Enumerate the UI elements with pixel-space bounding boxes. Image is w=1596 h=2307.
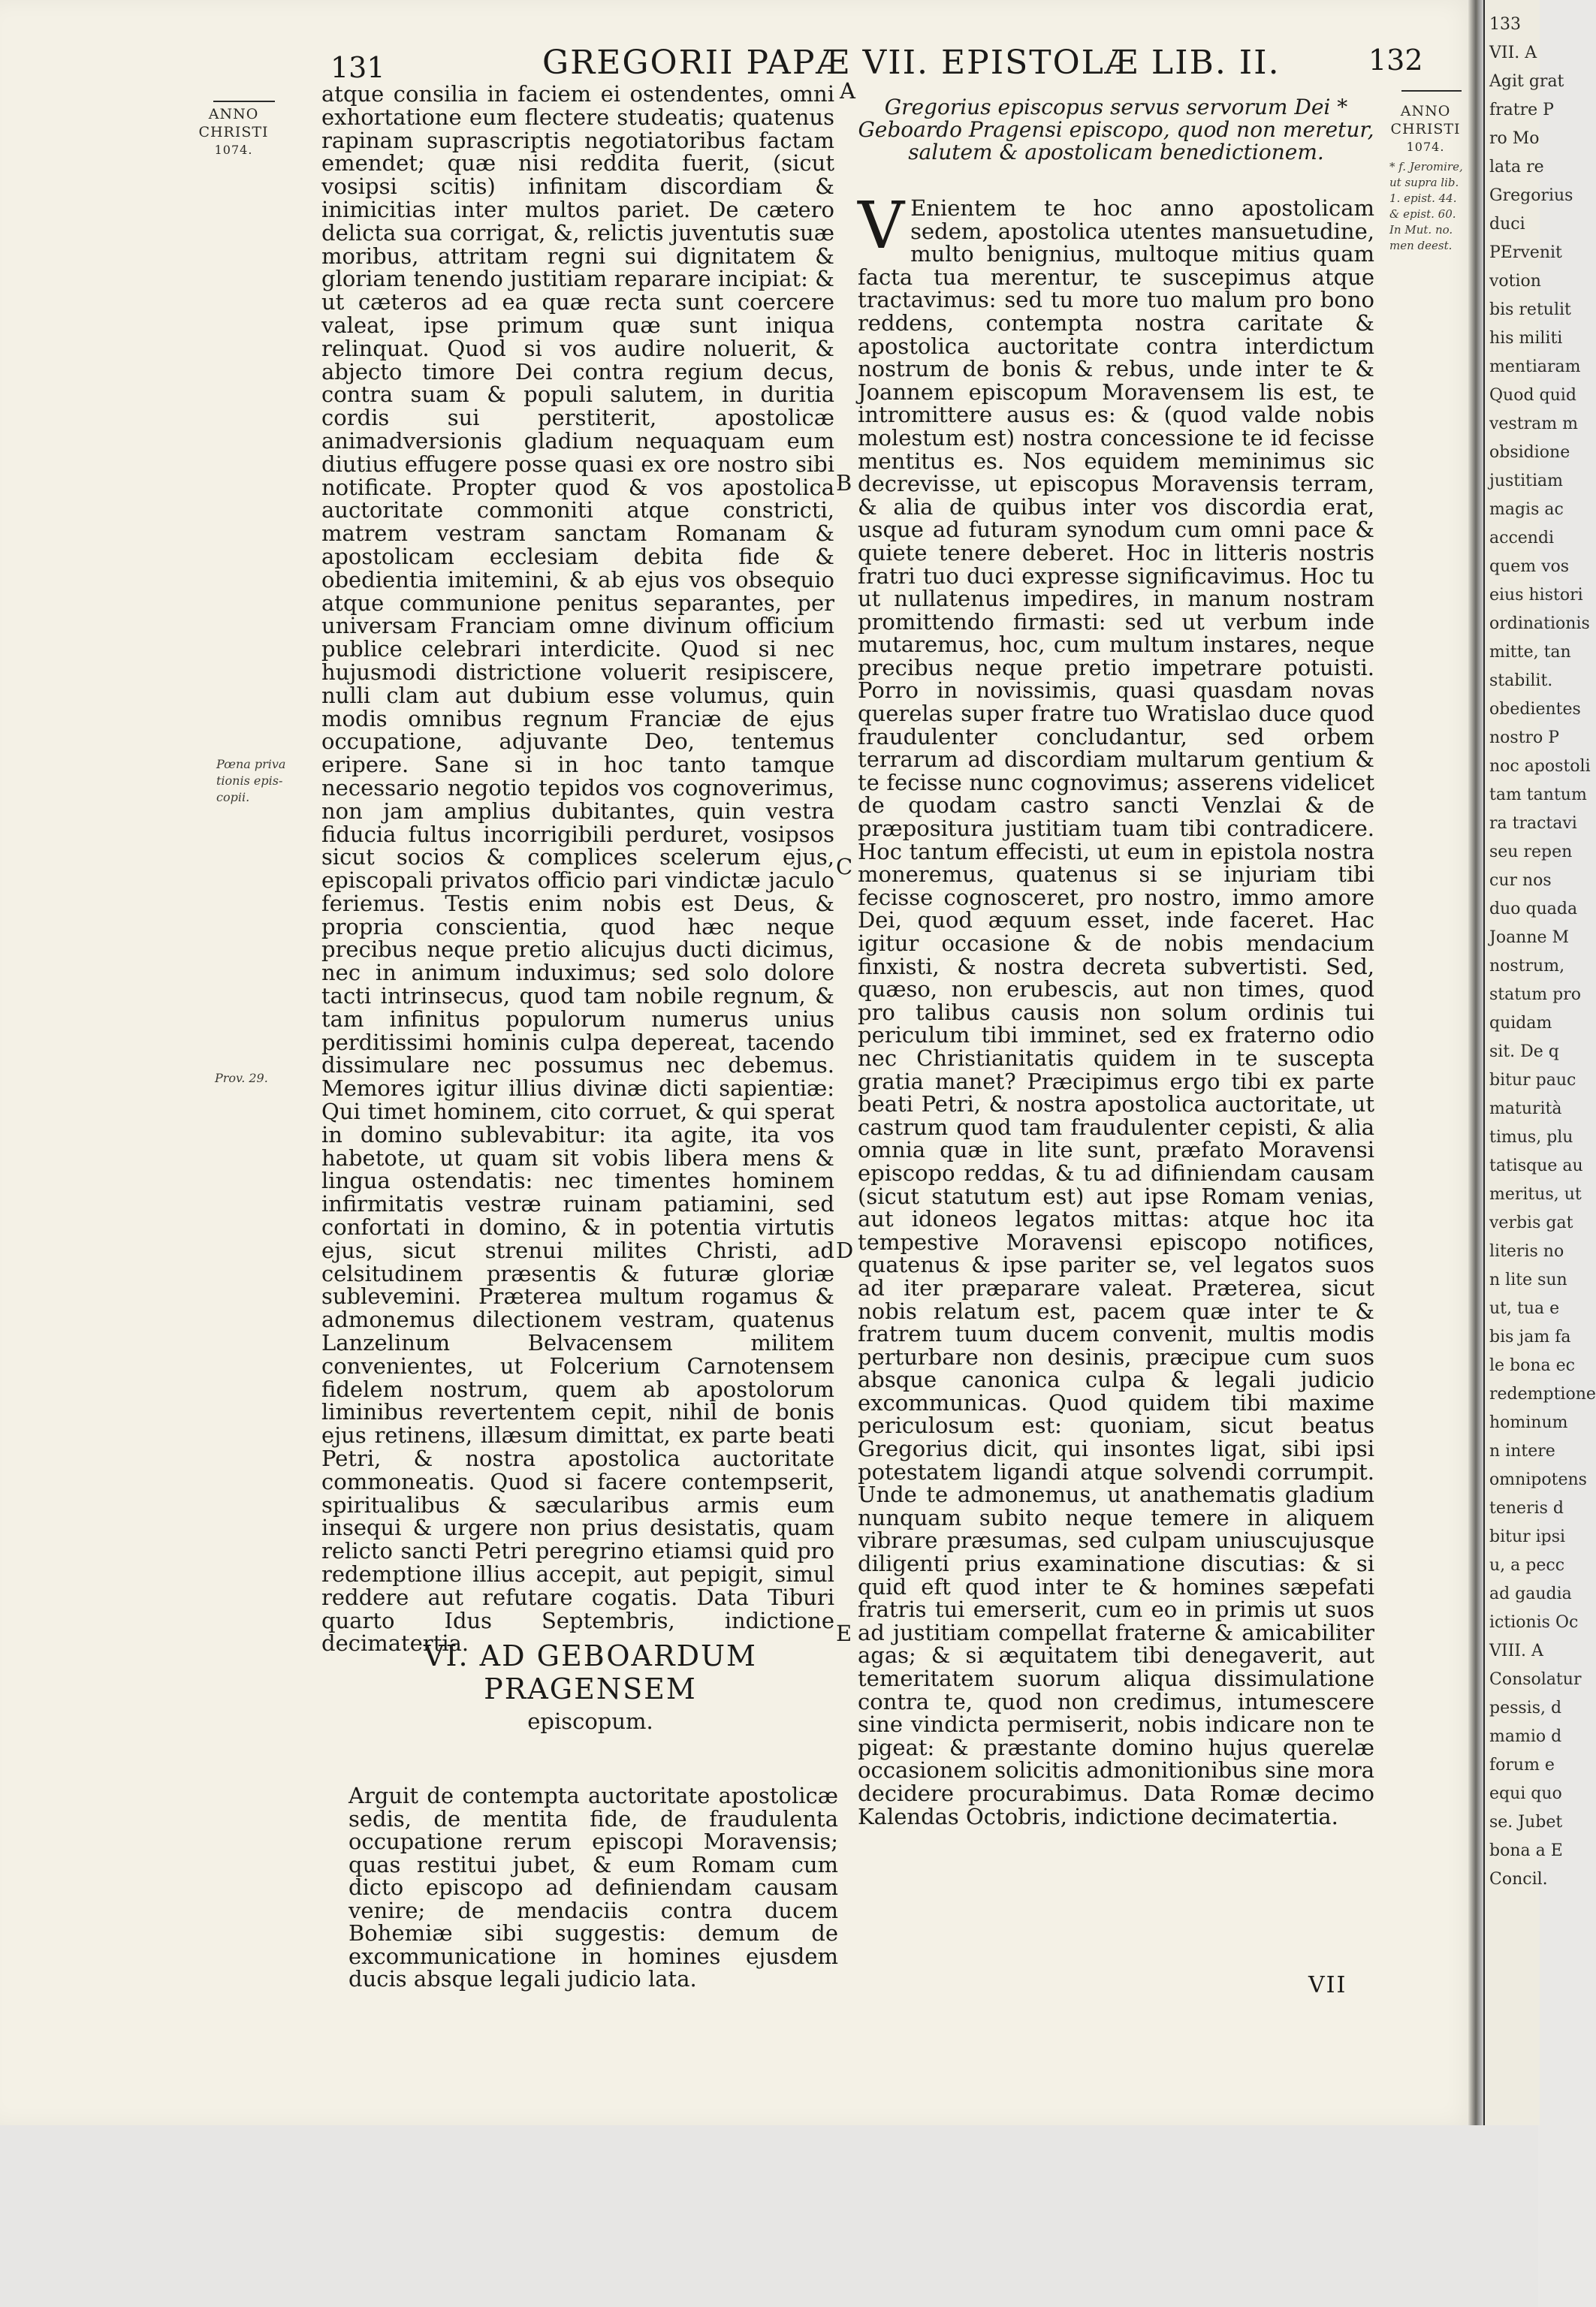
adjacent-page-fragment: teneris d xyxy=(1489,1499,1564,1518)
margin-year: 1074. xyxy=(1406,140,1445,154)
adjacent-page-fragment: bis retulit xyxy=(1489,300,1571,319)
section-vi-title: VI. AD GEBOARDUM PRAGENSEM xyxy=(424,1639,757,1705)
margin-note-proverbs: Prov. 29. xyxy=(215,1071,268,1085)
adjacent-page-fragment: seu repen xyxy=(1489,843,1573,861)
adjacent-page-fragment: quidam xyxy=(1489,1014,1552,1033)
adjacent-page-fragment: bitur pauc xyxy=(1489,1071,1576,1090)
adjacent-page-fragment: equi quo xyxy=(1489,1784,1562,1803)
adjacent-page-fragment: ictionis Oc xyxy=(1489,1613,1579,1632)
adjacent-page-fragment: mitte, tan xyxy=(1489,643,1571,662)
adjacent-page-fragment: tam tantum xyxy=(1489,786,1587,804)
running-header xyxy=(0,36,1478,84)
adjacent-page-fragment: hominum xyxy=(1489,1413,1568,1432)
adjacent-page-fragment: ordinationis xyxy=(1489,614,1590,633)
adjacent-page-fragment: mentiaram xyxy=(1489,357,1581,376)
adjacent-page-fragment: Joanne M xyxy=(1489,928,1570,947)
adjacent-page-fragment: quem vos xyxy=(1489,557,1570,576)
running-title: GREGORII PAPÆ VII. EPISTOLÆ LIB. II. xyxy=(542,44,1281,82)
adjacent-page-fragment: accendi xyxy=(1489,529,1555,547)
section-letter-a: A xyxy=(840,78,855,104)
letter-greeting: Gregorius episcopus servus servorum Dei * Geboardo Pragensi episcopo, quod non meretur, salutem & apostolicam benedictionem. xyxy=(858,95,1374,164)
section-letter-d: D xyxy=(836,1238,854,1263)
adjacent-page-fragment: ad gaudia xyxy=(1489,1585,1572,1603)
adjacent-page-fragment: bis jam fa xyxy=(1489,1328,1571,1347)
margin-note-jeromire xyxy=(1389,159,1463,254)
adjacent-page-fragment: verbis gat xyxy=(1489,1214,1573,1232)
margin-anno-christi-left xyxy=(192,105,275,159)
adjacent-page-fragment: fratre P xyxy=(1489,101,1554,119)
adjacent-page-fragment: sit. De q xyxy=(1489,1042,1559,1061)
margin-christi-label: CHRISTI xyxy=(198,124,269,140)
adjacent-page-fragment: justitiam xyxy=(1489,472,1564,490)
adjacent-page-fragment: pessis, d xyxy=(1489,1699,1562,1717)
adjacent-page-fragment: lata re xyxy=(1489,158,1544,176)
margin-note-line: Pœna priva xyxy=(216,757,286,771)
margin-note-line: In Mut. no. xyxy=(1389,223,1453,237)
adjacent-page-fragment: ra tractavi xyxy=(1489,814,1577,833)
adjacent-page-fragment: magis ac xyxy=(1489,500,1564,519)
section-letter-c: C xyxy=(836,854,853,879)
adjacent-page-fragment: Agit grat xyxy=(1489,72,1564,91)
margin-anno-christi-right xyxy=(1389,102,1462,156)
left-text-column xyxy=(321,83,834,1655)
adjacent-page-fragment: Concil. xyxy=(1489,1870,1548,1889)
letter-vi-body: Enientem te hoc anno apostolicam sedem, apostolica utentes mansuetudine, multo benignius, multoque mitius quam facta tua merentur, te suscepimus atque tractavimus: sed tu more tuo malum pro bono reddens, contempta nostra caritate & apostolica auctoritate contra interdictum nostrum de bonis & rebus, unde inter te & Joannem episcopum Moravensem lis est, te intromittere ausus es: & (quod valde nobis molestum est) nostra concessione te id fecisse mentitus es. Nos equidem meminimus sic decrevisse, ut episcopus Moravensis terram, & alia de quibus inter vos discordia erat, usque ad futuram synodum cum omni pace & quiete tenere deberet. Hoc in litteris nostris fratri tuo duci expresse significavimus. Hoc tu ut nullatenus impedires, in manum nostram promittendo firmasti: sed ut verbum inde mutaremus, hoc, cum multum instares, neque precibus neque pretio impetrare potuisti. Porro in novissimis, quasi quasdam novas querelas super fratre tuo Wratislao duce quod fraudulenter concludantur, sed orbem terrarum ad discordiam multarum gentium & te fecisse nunc cognovimus; asserens videlicet de quodam castro sancti Venzlai & de præpositura justitiam tuam tibi contradicere. Hoc tantum effecisti, ut eum in epistola nostra moneremus, quatenus si se injuriam tibi fecisse cognosceret, pro nostro, immo amore Dei, quod æquum esset, inde faceret. Hac igitur occasione & de nobis mendacium finxisti, & nostra decreta subvertisti. Sed, quæso, non erubescis, aut non times, quod pro talibus causis non solum ordinis tui periculum tibi imminet, sed ex fraterno odio nec Christianitatis quidem in te suscepta gratia manet? Præcipimus ergo tibi ex parte beati Petri, & nostra apostolica auctoritate, ut castrum quod tam fraudulenter cepisti, & alia omnia quæ in lite sunt, præfato Moravensi episcopo reddas, & tu ad difiniendam causam (sicut statutum est) aut ipse Romam venias, aut idoneos legatos mittas: atque hoc ita tempestive Moravensi episcopo notifices, quatenus & ipse pariter se, vel legatos suos ad iter præparare valeat. Præterea, sicut nobis relatum est, pacem quæ inter te & fratrem tuum ducem convenit, multis modis perturbare non desinis, præcipue cum suos absque canonica culpa & legali judicio excommunicas. Quod quidem tibi maxime periculosum est: quoniam, sicut beatus Gregorius dicit, qui insontes ligat, sibi ipsi potestatem ligandi atque solvendi corrumpit. Unde te admonemus, ut anathematis gladium nunquam subito neque temere in aliquem vibrare præsumas, sed culpam uniuscujusque diligenti prius examinatione discutias: & si quid eft quod inter te & homines sæpefati fratris tui emerserit, cum eo in primis ut suos ad justitiam compellat fraterne & amicabiliter agas; & si æquitatem tibi denegaverit, aut temeritatem suorum aliqua dissimulatione contra te, quod non credimus, intumescere sine vindicta permiserit, nobis indicare non te pigeat: & præstante domino hujus querelæ occasionem solicitis admonitionibus sine mora decidere procurabimus. Data Romæ decimo Kalendas Octobris, indictione decimatertia. xyxy=(858,195,1374,1829)
adjacent-page-fragment: votion xyxy=(1489,272,1541,291)
adjacent-page-fragment: le bona ec xyxy=(1489,1356,1575,1375)
table-surface xyxy=(0,2125,1538,2307)
adjacent-page-fragment: obedientes xyxy=(1489,700,1581,719)
margin-christi-label: CHRISTI xyxy=(1390,121,1461,137)
adjacent-page-fragment: redemptione xyxy=(1489,1385,1596,1404)
adjacent-page-fragment: VII. A xyxy=(1489,44,1537,62)
adjacent-page-fragment: meritus, ut xyxy=(1489,1185,1582,1204)
adjacent-page-fragment: vestram m xyxy=(1489,415,1578,433)
margin-note-line: & epist. 60. xyxy=(1389,207,1456,221)
section-letter-e: E xyxy=(836,1621,852,1646)
section-vi-subtitle: episcopum. xyxy=(527,1708,653,1734)
margin-anno-label: ANNO xyxy=(208,106,259,122)
adjacent-page-fragment: noc apostoli xyxy=(1489,757,1591,776)
margin-note-line: ut supra lib. xyxy=(1389,176,1459,189)
margin-note-line: tionis epis- xyxy=(216,774,283,788)
adjacent-page-fragment: timus, plu xyxy=(1489,1128,1573,1147)
adjacent-page-fragment: literis no xyxy=(1489,1242,1564,1261)
margin-note-line: * f. Jeromire, xyxy=(1389,160,1463,173)
adjacent-page-fragment: tatisque au xyxy=(1489,1157,1583,1175)
adjacent-page-fragment: maturità xyxy=(1489,1099,1562,1118)
section-letter-b: B xyxy=(836,470,852,496)
adjacent-page-fragment: se. Jubet xyxy=(1489,1813,1563,1832)
adjacent-page-fragment: u, a pecc xyxy=(1489,1556,1565,1575)
catchword-folio: VII xyxy=(1308,1972,1347,1998)
adjacent-page-fragment: duo quada xyxy=(1489,900,1578,918)
right-text-column xyxy=(858,188,1374,1829)
adjacent-page-fragment: mamio d xyxy=(1489,1727,1562,1746)
adjacent-page-fragment: PErvenit xyxy=(1489,243,1562,262)
letter-v-body-paragraph: atque consilia in faciem ei ostendentes, omni exhortatione eum flectere studeatis; quatenus rapinam suprascriptis negotiatoribus factam emendet; quæ nisi reddita fuerit, (sicut vosipsi scitis) infinitam discordiam & inimicitias inter multos pariet. De cætero delicta sua corrigat, &, relictis juventutis suæ moribus, attritam regni sui dignitatem & gloriam tenendo justitiam reparare incipiat: & ut cæteros ad ea quæ recta sunt coercere valeat, ipse primum quæ sunt iniqua relinquat. Quod si vos audire noluerit, & abjecto timore Dei contra regium decus, contra suam & populi salutem, in duritia cordis sui perstiterit, apostolicæ animadversionis gladium nequaquam eum diutius effugere posse quasi ex ore nostro sibi notificate. Propter quod & vos apostolica auctoritate commoniti atque constricti, matrem vestram sanctam Romanam & apostolicam ecclesiam debita fide & obedientia imitemini, & ab ejus vos obsequio atque communione penitus separantes, per universam Franciam omne divinum officium publice celebrari interdicite. Quod si nec hujusmodi districtione voluerit resipiscere, nulli clam aut dubium esse volumus, quin modis omnibus regnum Franciæ de ejus occupatione, adjuvante Deo, tentemus eripere. Sane si in hoc tanto tamque necessario negotio tepidos vos cognoverimus, non jam amplius dubitantes, quin vestra fiducia fultus incorrigibili perduret, vosipsos sicut socios & complices scelerum ejus, episcopali privatos officio pari vindictæ jaculo feriemus. Testis enim nobis est Deus, & propria conscientia, quod hæc neque precibus neque pretio alicujus ducti dicimus, nec in animum induximus; sed solo dolore tacti intrinsecus, quod tam nobile regnum, & tam infinitus populorum numerus unius perditissimi hominis culpa depereat, tacendo dissimulare nec possumus nec debemus. Memores igitur illius divinæ dicti sapientiæ: Qui timet hominem, cito corruet, & qui sperat in domino sublevabitur: ita agite, ita vos habetote, ut quam sit vobis libera mens & lingua ostendatis: nec timentes hominem infirmitatis vestræ ruinam patiamini, sed confortati in domino, & in potentia virtutis ejus, sicut strenui milites Christi, ad celsitudinem præsentis & futuræ gloriæ sublevemini. Præterea multum rogamus & admonemus dilectionem vestram, quatenus Lanzelinum Belvacensem militem convenientes, ut Folcerium Carnotensem fidelem nostrum, quem ab apostolorum liminibus revertentem cepit, nihil de bonis ejus retinens, illæsum dimittat, ex parte beati Petri, & nostra apostolica auctoritate commoneatis. Quod si facere contempserit, spiritualibus & sæcularibus armis eum insequi & urgere non prius desistatis, quam relicto sancti Petri peregrino etiamsi quid pro redemptione illius accepit, aut pepigit, simul reddere aut refutare cogatis. Data Tiburi quarto Idus Septembris, indictione decimatertia. xyxy=(321,81,834,1657)
adjacent-page-fragment: Gregorius xyxy=(1489,186,1573,205)
adjacent-page-fragment: n intere xyxy=(1489,1442,1555,1461)
adjacent-page-fragment: Consolatur xyxy=(1489,1670,1582,1689)
margin-note-line: men deest. xyxy=(1389,239,1453,252)
adjacent-page-fragment: stabilit. xyxy=(1489,671,1553,690)
adjacent-page-fragment: forum e xyxy=(1489,1756,1555,1775)
book-gutter-fold xyxy=(1468,0,1483,2125)
adjacent-page-fragment: eius histori xyxy=(1489,586,1583,605)
adjacent-page-fragment: VIII. A xyxy=(1489,1642,1543,1660)
margin-note-poena xyxy=(216,756,285,806)
adjacent-page-fragment: omnipotens xyxy=(1489,1470,1587,1489)
adjacent-page-fragment: 133 xyxy=(1489,15,1521,34)
adjacent-page-fragment: duci xyxy=(1489,215,1525,234)
page-number-right: 132 xyxy=(1368,44,1423,77)
adjacent-page-fragment: bitur ipsi xyxy=(1489,1527,1566,1546)
drop-capital: V xyxy=(858,188,905,264)
margin-year: 1074. xyxy=(214,143,253,157)
adjacent-page-fragment: Quod quid xyxy=(1489,386,1576,405)
adjacent-page-edge xyxy=(1483,0,1596,2125)
adjacent-page-fragment: cur nos xyxy=(1489,871,1552,890)
right-margin-rule xyxy=(1401,90,1462,92)
adjacent-page-fragment: n lite sun xyxy=(1489,1271,1567,1289)
adjacent-page-fragment: nostrum, xyxy=(1489,957,1565,976)
adjacent-page-fragment: statum pro xyxy=(1489,985,1581,1004)
adjacent-page-fragment: his militi xyxy=(1489,329,1563,348)
margin-note-line: copii. xyxy=(216,790,250,804)
page-number-left: 131 xyxy=(330,51,385,84)
adjacent-page-fragment: obsidione xyxy=(1489,443,1570,462)
margin-anno-label: ANNO xyxy=(1400,103,1451,119)
adjacent-page-fragment: bona a E xyxy=(1489,1841,1563,1860)
adjacent-page-fragment: nostro P xyxy=(1489,728,1560,747)
adjacent-page-fragment: ro Mo xyxy=(1489,129,1540,148)
margin-note-line: 1. epist. 44. xyxy=(1389,191,1457,205)
section-vi-summary: Arguit de contempta auctoritate apostolicæ sedis, de mentita fide, de fraudulenta occupatione rerum episcopi Moravensis; quas restitui jubet, & eum Romam cum dicto episcopo ad definiendam causam venire; de mendaciis contra ducem Bohemiæ sibi suggestis: demum de excommunicatione in homines ejusdem ducis absque legali judicio lata. xyxy=(348,1783,838,1992)
section-vi-heading xyxy=(327,1639,853,1734)
left-margin-rule xyxy=(213,101,275,102)
adjacent-page-fragment: ut, tua e xyxy=(1489,1299,1560,1318)
